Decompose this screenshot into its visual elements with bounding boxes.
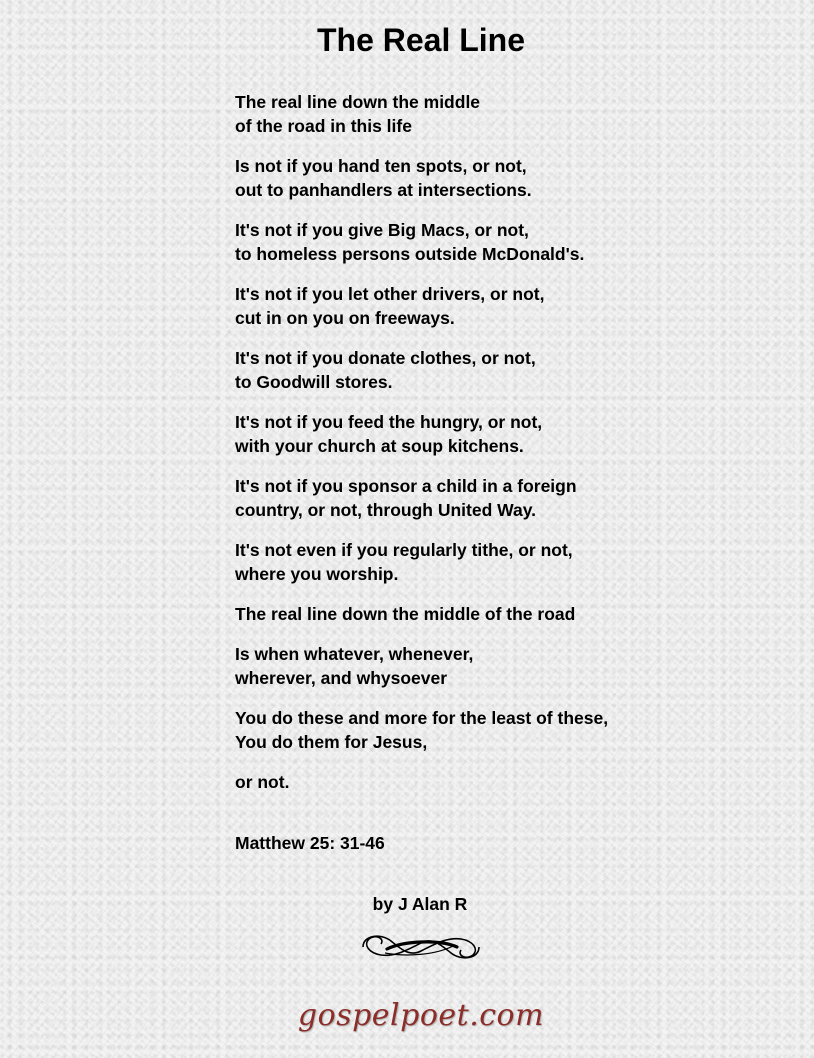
poem-line: The real line down the middle (235, 92, 481, 112)
site-logo[interactable]: gospelpoet.com (297, 998, 545, 1033)
stanza (235, 90, 675, 138)
poem-line: country, or not, through United Way. (235, 500, 537, 520)
poem-line: where you worship. (235, 564, 399, 584)
poem-line: It's not if you donate clothes, or not, (235, 348, 536, 368)
stanza (235, 282, 675, 330)
poem-line: Is not if you hand ten spots, or not, (235, 156, 527, 176)
poem-line: with your church at soup kitchens. (235, 436, 524, 456)
stanza (235, 154, 675, 202)
poem-line: to Goodwill stores. (235, 372, 393, 392)
poem-line: It's not if you feed the hungry, or not, (235, 412, 543, 432)
author-byline: by J Alan R (372, 894, 468, 914)
poem-line: wherever, and whysoever (235, 668, 448, 688)
stanza (235, 346, 675, 394)
poem-line: It's not if you give Big Macs, or not, (235, 220, 529, 240)
poem-line: to homeless persons outside McDonald's. (235, 244, 585, 264)
flourish-divider-icon (357, 927, 485, 967)
stanza (235, 642, 675, 690)
stanza (235, 706, 675, 754)
scripture-reference: Matthew 25: 31-46 (235, 833, 385, 853)
stanza (235, 218, 675, 266)
poem-line: The real line down the middle of the road (235, 604, 576, 624)
poem-line: It's not if you let other drivers, or not, (235, 284, 545, 304)
stanza (235, 770, 675, 794)
poem-line: It's not if you sponsor a child in a foreign (235, 476, 577, 496)
poem-line: of the road in this life (235, 116, 412, 136)
stanza (235, 538, 675, 586)
poem-line: You do these and more for the least of these, (235, 708, 609, 728)
stanza (235, 410, 675, 458)
poem-line: out to panhandlers at intersections. (235, 180, 532, 200)
poem-line: or not. (235, 772, 290, 792)
poem-line: Is when whatever, whenever, (235, 644, 474, 664)
poem-body (235, 90, 675, 810)
stanza (235, 474, 675, 522)
poem-title: The Real Line (316, 22, 526, 58)
poem-line: It's not even if you regularly tithe, or not, (235, 540, 573, 560)
stanza (235, 602, 675, 626)
poem-line: cut in on you on freeways. (235, 308, 455, 328)
poem-line: You do them for Jesus, (235, 732, 428, 752)
